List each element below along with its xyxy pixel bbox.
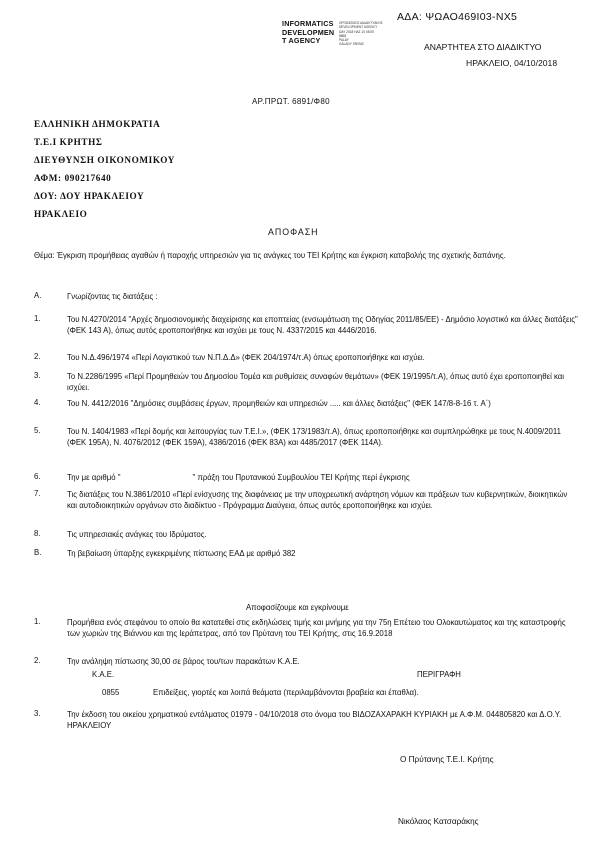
posting-notice: ΑΝΑΡΤΗΤΕΑ ΣΤΟ ΔΙΑΔΙΚΤΥΟ xyxy=(424,42,542,52)
place-date: ΗΡΑΚΛΕΙΟ, 04/10/2018 xyxy=(466,58,558,68)
authority-block xyxy=(34,119,175,228)
logo-small-line: GALADY SRVMC xyxy=(339,42,365,47)
description-column-header: ΠΕΡΙΓΡΑΦΗ xyxy=(417,670,461,679)
item-text: Τις υπηρεσιακές ανάγκες του Ιδρύματος. xyxy=(67,530,207,539)
item-marker: 8. xyxy=(34,529,41,538)
logo-small-line: ΟΡΓΑΝΙΣΜΟΣ ΔΙΑΔΙΚΤΥΑΚΗΣ xyxy=(339,21,383,25)
item-marker: 1. xyxy=(34,617,41,626)
document-title: ΑΠΟΦΑΣΗ xyxy=(268,227,319,237)
logo-line: DEVELOPMEN xyxy=(282,27,335,37)
logo-small-line: PALAY xyxy=(339,38,349,43)
item-text: Την ανάληψη πίστωσης 30,00 σε βάρος του/των παρακάτων Κ.Α.Ε. xyxy=(67,657,300,666)
item-marker: 6. xyxy=(34,472,41,481)
item-text xyxy=(67,472,579,483)
authority-line: ΑΦΜ: 090217640 xyxy=(34,173,112,184)
item-text-before: Την με αριθμό " xyxy=(67,473,121,482)
kae-description: Επιδείξεις, γιορτές και λοιπά θεάματα (περιλαμβάνονται βραβεία και έπαθλα). xyxy=(153,688,419,697)
item-text-after: πράξη του Πρυτανικού Συμβουλίου ΤΕΙ Κρήτης περί έγκρισης xyxy=(195,473,410,482)
logo-small-line: 8868 xyxy=(339,33,347,38)
item-text: Τις διατάξεις του Ν.3861/2010 «Περί ενίσχυσης της διαφάνειας με την υποχρεωτική ανάρτηση νόμων και πράξεων των κυβερνητικών, διοικητικών και αυτοδιοικητικών οργάνων στο διαδίκτυο - Πρόγραμμα Διαύγεια, όπως αυτός εροποποιήθηκε και ισχύει. xyxy=(67,490,568,510)
item-marker: 2. xyxy=(34,656,41,665)
authority-line: ΔΟΥ: ΔΟΥ ΗΡΑΚΛΕΙΟΥ xyxy=(34,191,145,202)
item-marker: 4. xyxy=(34,398,41,407)
informatics-agency-logo xyxy=(282,20,422,54)
signatory-role: Ο Πρύτανης Τ.Ε.Ι. Κρήτης xyxy=(400,755,494,764)
authority-line: ΔΙΕΥΘΥΝΣΗ ΟΙΚΟΝΟΜΙΚΟΥ xyxy=(34,155,175,166)
logo-small-line: DEVELOPMENT AGENCY xyxy=(339,25,378,30)
section-marker: Β. xyxy=(34,548,42,557)
item-text: Το Ν.2286/1995 «Περί Προμηθειών του Δημοσίου Τομέα και ρυθμίσεις συναφών θεμάτων» (ΦΕΚ 19/1995/τ.Α), όπως αυτό έχει εροποποιηθεί και ισχύει. xyxy=(67,372,565,392)
item-text: Του Ν.Δ.496/1974 «Περί Λογιστικού των Ν.Π.Δ.Δ» (ΦΕΚ 204/1974/τ.Α) όπως εροποποιήθηκε και ισχύει. xyxy=(67,353,425,362)
item-text: Του Ν. 1404/1983 «Περί δομής και λειτουργίας των Τ.Ε.Ι.», (ΦΕΚ 173/1983/τ.Α), όπως εροποποιήθηκε και συμπληρώθηκε με τους Ν.4009/2011 (ΦΕΚ 195Α), Ν. 4076/2012 (ΦΕΚ 159Α), 4386/2016 (ΦΕΚ 83Α) και 4485/2017 (ΦΕΚ 114Α). xyxy=(67,427,561,447)
item-text-quote-end: " xyxy=(192,473,196,482)
item-text: Του Ν.4270/2014 "Αρχές δημοσιονομικής διαχείρισης και εποπτείας (ενσωμάτωση της Οδηγίας 2011/85/ΕΕ) - Δημόσιο λογιστικό και άλλες διατάξεις" (ΦΕΚ 143 Α), όπως αυτός εροποποιήθηκε και ισχύει με τους Ν. 4337/2015 και 4446/2016. xyxy=(67,315,578,335)
authority-line: ΕΛΛΗΝΙΚΗ ΔΗΜΟΚΡΑΤΙΑ xyxy=(34,119,161,129)
item-marker: 5. xyxy=(34,426,41,435)
logo-line: T AGENCY xyxy=(282,36,321,45)
decision-heading: Αποφασίζουμε και εγκρίνουμε xyxy=(246,603,349,612)
authority-line: Τ.Ε.Ι ΚΡΗΤΗΣ xyxy=(34,137,103,148)
logo-small-line: ΩΑΥ 2018 ΗΑΣ 10 08 ΙΕΙ xyxy=(339,29,375,34)
authority-line: ΗΡΑΚΛΕΙΟ xyxy=(34,209,88,220)
item-marker: 3. xyxy=(34,709,41,718)
section-b-text: Τη βεβαίωση ύπαρξης εγκεκριμένης πίστωσης ΕΑΔ με αριθμό 382 xyxy=(67,549,296,558)
item-text: Την έκδοση του οικείου χρηματικού εντάλματος 01979 - 04/10/2018 στο όνομα του ΒΙΔΟΖΑΧΑΡΑΚΗ ΚΥΡΙΑΚΗ με Α.Φ.Μ. 044805820 και Δ.Ο.Υ. ΗΡΑΚΛΕΙΟΥ xyxy=(67,710,562,730)
item-marker: 7. xyxy=(34,489,41,498)
section-heading-text: Γνωρίζοντας τις διατάξεις : xyxy=(67,292,158,301)
protocol-number: ΑΡ.ΠΡΩΤ. 6891/Φ80 xyxy=(252,97,330,106)
item-marker: 1. xyxy=(34,314,41,323)
item-marker: 2. xyxy=(34,352,41,361)
signatory-name: Νικόλαος Κατσαράκης xyxy=(398,817,479,826)
kae-column-header: Κ.Α.Ε. xyxy=(92,670,115,679)
logo-line: INFORMATICS xyxy=(282,19,334,28)
item-text: Προμήθεια ενός στεφάνου το οποίο θα κατατεθεί στις εκδηλώσεις τιμής και μνήμης για την 75η Επέτειο του Ολοκαυτώματος και της καταστροφής των χωριών της Βιάννου και της Ιεράπετρας, από τον Πρύτανη του ΤΕΙ Κρήτης, στις 16.9.2018 xyxy=(67,618,566,638)
item-marker: 3. xyxy=(34,371,41,380)
section-marker: Α. xyxy=(34,291,42,300)
item-text: Του Ν. 4412/2016 "Δημόσιες συμβάσεις έργων, προμηθειών και υπηρεσιών ..... και άλλες διατάξεις" (ΦΕΚ 147/8-8-16 τ. Α΄) xyxy=(67,399,491,408)
kae-code: 0855 xyxy=(102,688,120,697)
ada-code: ΑΔΑ: ΨΩΑΟ469Ι03-ΝΧ5 xyxy=(397,11,518,23)
subject-line: Θέμα: Έγκριση προμήθειας αγαθών ή παροχής υπηρεσιών για τις ανάγκες του ΤΕΙ Κρήτης και έγκριση καταβολής της σχετικής δαπάνης. xyxy=(34,251,506,260)
